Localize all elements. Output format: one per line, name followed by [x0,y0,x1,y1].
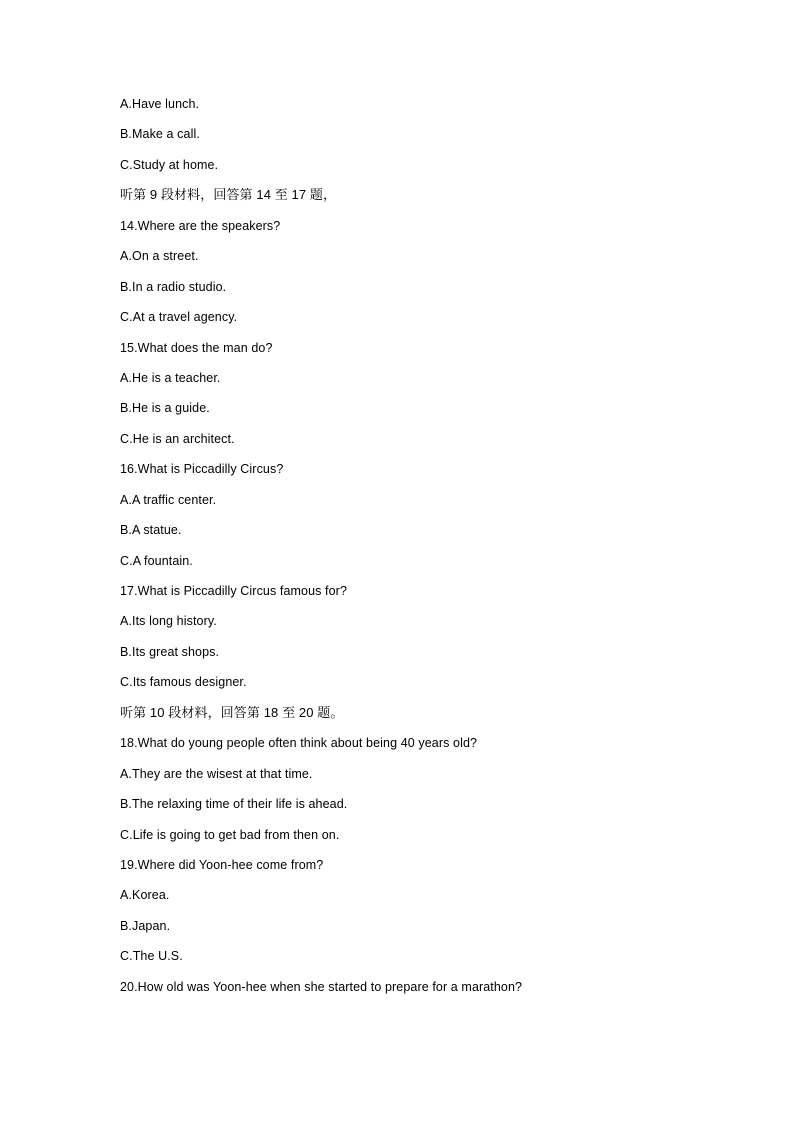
question-16: 16.What is Piccadilly Circus? [120,462,284,477]
option-c-q16: C.A fountain. [120,553,193,568]
option-a-q14: A.On a street. [120,249,199,264]
option-a-q15: A.He is a teacher. [120,370,221,385]
question-14: 14.Where are the speakers? [120,218,281,233]
question-18: 18.What do young people often think about being 40 years old? [120,736,478,751]
option-b-q18: B.The relaxing time of their life is ahead. [120,797,348,812]
option-b-q17: B.Its great shops. [120,644,220,659]
option-c-q14: C.At a travel agency. [120,310,238,325]
option-b-q15: B.He is a guide. [120,401,210,416]
option-c-q17: C.Its famous designer. [120,675,247,690]
option-b-q14: B.In a radio studio. [120,279,227,294]
option-a-q18: A.They are the wisest at that time. [120,766,313,781]
option-a-q19: A.Korea. [120,888,170,903]
option-c-q13: C.Study at home. [120,157,219,172]
option-b-q19: B.Japan. [120,918,171,933]
option-c-q18: C.Life is going to get bad from then on. [120,827,340,842]
option-a-q16: A.A traffic center. [120,492,217,507]
option-a-q13: A.Have lunch. [120,97,200,111]
option-b-q13: B.Make a call. [120,127,200,142]
question-17: 17.What is Piccadilly Circus famous for? [120,584,347,598]
option-c-q15: C.He is an architect. [120,431,235,446]
question-list [120,95,720,1008]
section-instruction-10: 听第 10 段材料，回答第 18 至 20 题。 [120,704,344,720]
section-instruction-9: 听第 9 段材料，回答第 14 至 17 题， [120,187,337,203]
option-c-q19: C.The U.S. [120,949,183,964]
question-20: 20.How old was Yoon-hee when she started to prepare for a marathon? [120,979,523,994]
question-15: 15.What does the man do? [120,340,273,355]
option-b-q16: B.A statue. [120,523,182,538]
option-a-q17: A.Its long history. [120,614,217,629]
question-19: 19.Where did Yoon-hee come from? [120,857,324,872]
